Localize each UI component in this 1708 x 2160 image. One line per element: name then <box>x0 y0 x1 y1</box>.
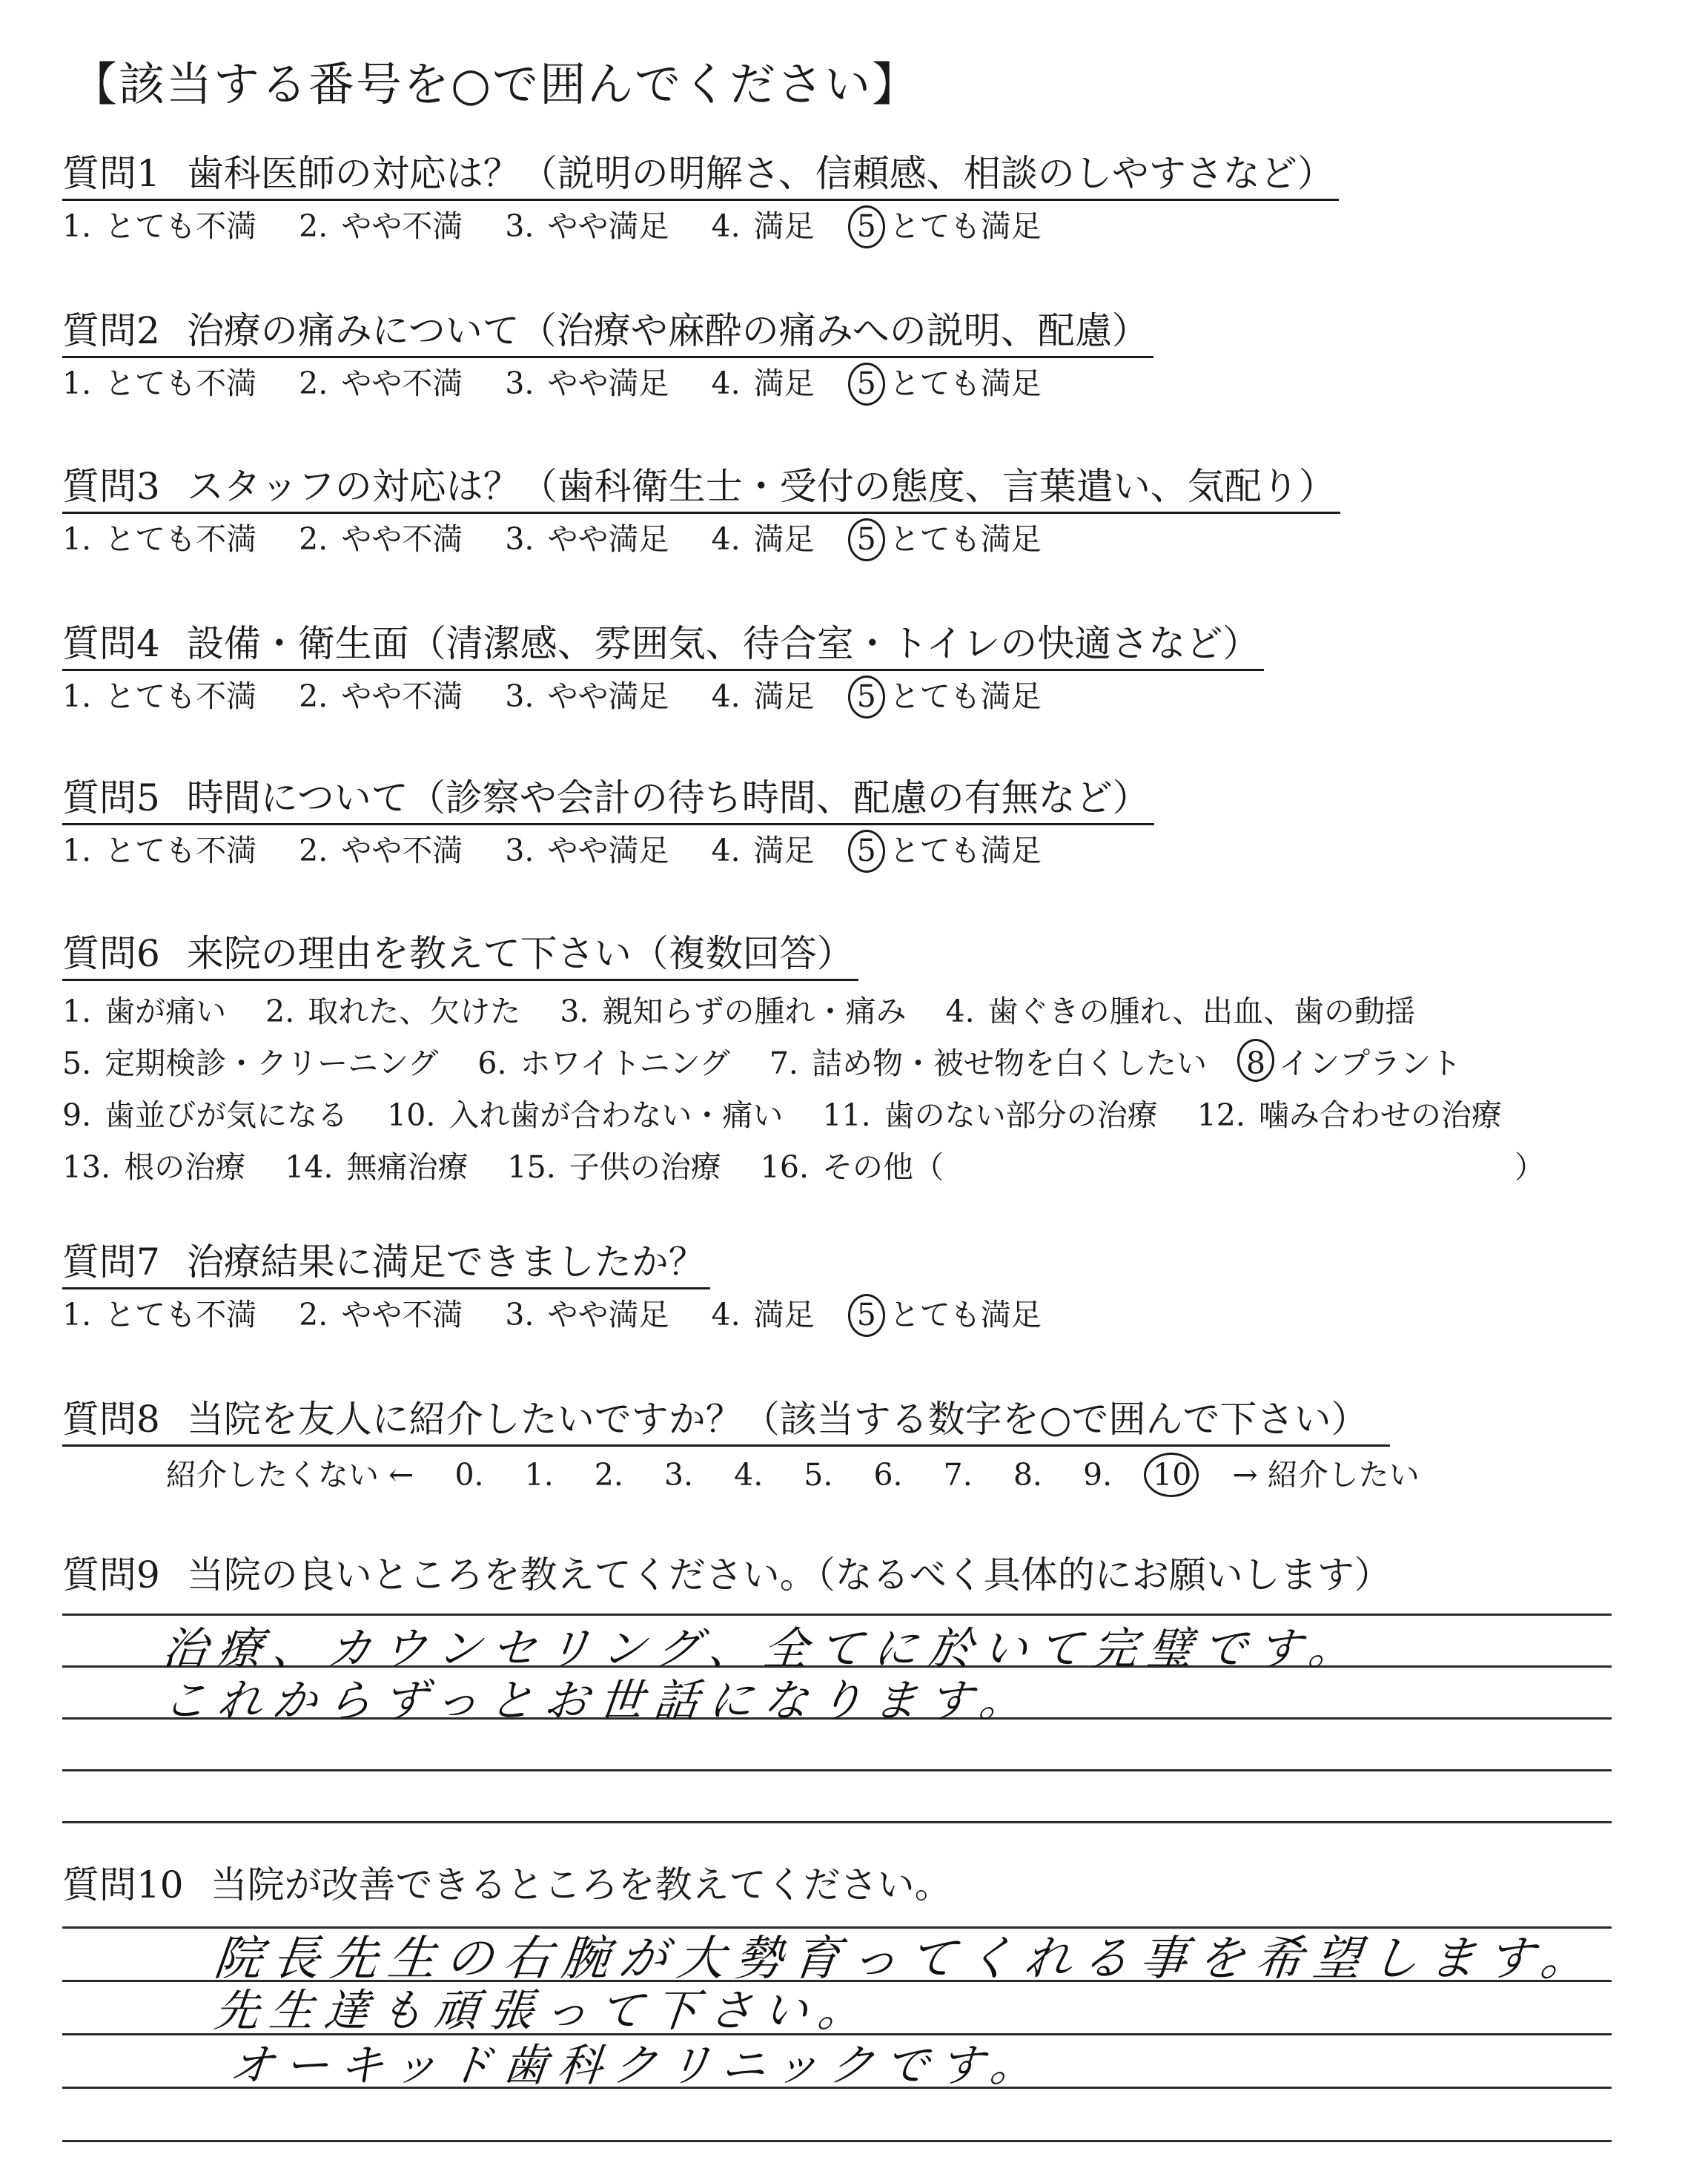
reason-option-9[interactable]: 9. 歯並びが気になる <box>62 1097 348 1133</box>
recommend-scale <box>62 1453 1649 1497</box>
option-5-circled[interactable]: 5 とても満足 <box>857 517 1042 561</box>
option-1[interactable]: 1. とても不満 <box>62 366 257 401</box>
option-5-circled[interactable]: 5 とても満足 <box>857 674 1042 719</box>
reason-option-10[interactable]: 10. 入れ歯が合わない・痛い <box>387 1097 784 1133</box>
option-3[interactable]: 3. やや満足 <box>505 208 669 244</box>
scale-6[interactable]: 6. <box>873 1457 903 1493</box>
question-2-title: 質問2 治療の痛みについて（治療や麻酔の痛みへの説明、配慮） <box>62 305 1153 358</box>
question-8 <box>62 1394 1649 1497</box>
option-5-circled[interactable]: 5 とても満足 <box>857 1292 1042 1337</box>
question-5 <box>62 773 1649 873</box>
option-1[interactable]: 1. とても不満 <box>62 678 257 714</box>
option-4[interactable]: 4. 満足 <box>711 208 815 244</box>
reason-option-15[interactable]: 15. 子供の治療 <box>507 1149 721 1185</box>
reason-option-11[interactable]: 11. 歯のない部分の治療 <box>822 1097 1158 1133</box>
answer-line <box>62 1821 1612 1823</box>
option-1[interactable]: 1. とても不満 <box>62 521 257 557</box>
scale-left-label: 紹介したくない ← <box>166 1457 414 1493</box>
scale-8[interactable]: 8. <box>1013 1457 1042 1493</box>
handwritten-answer-line-2: 先生達も頑張って下さい。 <box>211 1985 876 2037</box>
scale-2[interactable]: 2. <box>594 1457 623 1493</box>
reason-option-14[interactable]: 14. 無痛治療 <box>285 1149 469 1185</box>
answer-options <box>62 204 1649 248</box>
question-9-title: 質問9 当院の良いところを教えてください。（なるべく具体的にお願いします） <box>62 1553 1391 1596</box>
scale-10-circled[interactable]: 10 <box>1153 1453 1191 1497</box>
reason-option-5[interactable]: 5. 定期検診・クリーニング <box>62 1046 439 1081</box>
answer-options <box>62 1292 1649 1337</box>
question-3 <box>62 461 1649 561</box>
handwritten-answer-line-1: 院長先生の右腕が大勢育ってくれる事を希望します。 <box>211 1932 1602 1986</box>
option-1[interactable]: 1. とても不満 <box>62 208 257 244</box>
answer-line <box>62 1769 1612 1771</box>
question-8-title: 質問8 当院を友人に紹介したいですか？（該当する数字を○で囲んで下さい） <box>62 1394 1390 1447</box>
reason-option-2[interactable]: 2. 取れた、欠けた <box>265 994 521 1029</box>
option-4[interactable]: 4. 満足 <box>711 366 815 401</box>
handwritten-answer-line-2: これからずっとお世話になります。 <box>159 1675 1037 1727</box>
reason-row-1 <box>62 985 1649 1037</box>
question-7-title: 質問7 治療結果に満足できましたか？ <box>62 1237 710 1289</box>
option-4[interactable]: 4. 満足 <box>711 678 815 714</box>
option-2[interactable]: 2. やや不満 <box>299 521 463 557</box>
question-7 <box>62 1237 1649 1337</box>
question-10-title: 質問10 当院が改善できるところを教えてください。 <box>62 1863 952 1906</box>
option-5-circled[interactable]: 5 とても満足 <box>857 361 1042 406</box>
reason-options <box>62 985 1649 1193</box>
reason-option-1[interactable]: 1. 歯が痛い <box>62 994 227 1029</box>
scale-0[interactable]: 0. <box>454 1457 484 1493</box>
question-text: 歯科医師の対応は？（説明の明解さ、信頼感、相談のしやすさなど） <box>186 152 1334 195</box>
handwritten-answer-line-3: オーキッド歯科クリニックです。 <box>226 2040 1048 2092</box>
reason-row-3 <box>62 1089 1649 1141</box>
option-3[interactable]: 3. やや満足 <box>505 678 669 714</box>
question-number: 質問1 <box>62 152 160 195</box>
reason-option-6[interactable]: 6. ホワイトニング <box>477 1046 730 1081</box>
question-3-title: 質問3 スタッフの対応は？（歯科衛生士・受付の態度、言葉遣い、気配り） <box>62 461 1340 514</box>
option-2[interactable]: 2. やや不満 <box>299 678 463 714</box>
handwritten-answer-line-1: 治療、カウンセリング、全てに於いて完璧です。 <box>159 1623 1366 1675</box>
scale-5[interactable]: 5. <box>804 1457 833 1493</box>
option-4[interactable]: 4. 満足 <box>711 521 815 557</box>
reason-option-7[interactable]: 7. 詰め物・被せ物を白くしたい <box>769 1046 1207 1081</box>
reason-row-2 <box>62 1037 1649 1089</box>
question-2 <box>62 305 1649 406</box>
reason-option-13[interactable]: 13. 根の治療 <box>62 1149 246 1185</box>
question-5-title: 質問5 時間について（診察や会計の待ち時間、配慮の有無など） <box>62 773 1154 825</box>
reason-option-3[interactable]: 3. 親知らずの腫れ・痛み <box>560 994 907 1029</box>
reason-option-4[interactable]: 4. 歯ぐきの腫れ、出血、歯の動揺 <box>945 994 1416 1029</box>
answer-options <box>62 517 1649 561</box>
question-1-title <box>62 148 1339 201</box>
option-5-circled[interactable]: 5 とても満足 <box>857 828 1042 873</box>
reason-option-12[interactable]: 12. 噛み合わせの治療 <box>1196 1097 1502 1133</box>
scale-1[interactable]: 1. <box>524 1457 554 1493</box>
question-6-title: 質問6 来院の理由を教えて下さい（複数回答） <box>62 928 858 981</box>
option-3[interactable]: 3. やや満足 <box>505 833 669 868</box>
option-1[interactable]: 1. とても不満 <box>62 833 257 868</box>
option-2[interactable]: 2. やや不満 <box>299 208 463 244</box>
answer-options <box>62 361 1649 406</box>
option-2[interactable]: 2. やや不満 <box>299 833 463 868</box>
reason-row-4 <box>62 1141 1649 1193</box>
option-1[interactable]: 1. とても不満 <box>62 1297 257 1332</box>
scale-7[interactable]: 7. <box>943 1457 973 1493</box>
answer-options <box>62 828 1649 873</box>
reason-option-16[interactable]: 16. その他（ ） <box>760 1149 1546 1185</box>
page-header: 【該当する番号を○で囲んでください】 <box>71 57 920 111</box>
scale-right-label: → 紹介したい <box>1232 1457 1420 1493</box>
question-1 <box>62 148 1649 248</box>
option-2[interactable]: 2. やや不満 <box>299 366 463 401</box>
option-3[interactable]: 3. やや満足 <box>505 366 669 401</box>
option-5-circled[interactable]: 5 とても満足 <box>857 204 1042 248</box>
scale-4[interactable]: 4. <box>734 1457 764 1493</box>
scale-9[interactable]: 9. <box>1082 1457 1113 1493</box>
question-4-title: 質問4 設備・衛生面（清潔感、雰囲気、待合室・トイレの快適さなど） <box>62 618 1264 671</box>
option-4[interactable]: 4. 満足 <box>711 1297 815 1332</box>
question-4 <box>62 618 1649 719</box>
option-2[interactable]: 2. やや不満 <box>299 1297 463 1332</box>
question-6 <box>62 928 1649 1193</box>
option-4[interactable]: 4. 満足 <box>711 833 815 868</box>
option-3[interactable]: 3. やや満足 <box>505 1297 669 1332</box>
scale-3[interactable]: 3. <box>663 1457 694 1493</box>
reason-option-8-circled[interactable]: 8 インプラント <box>1246 1037 1461 1089</box>
answer-line <box>62 2140 1612 2142</box>
option-3[interactable]: 3. やや満足 <box>505 521 669 557</box>
answer-options <box>62 674 1649 719</box>
